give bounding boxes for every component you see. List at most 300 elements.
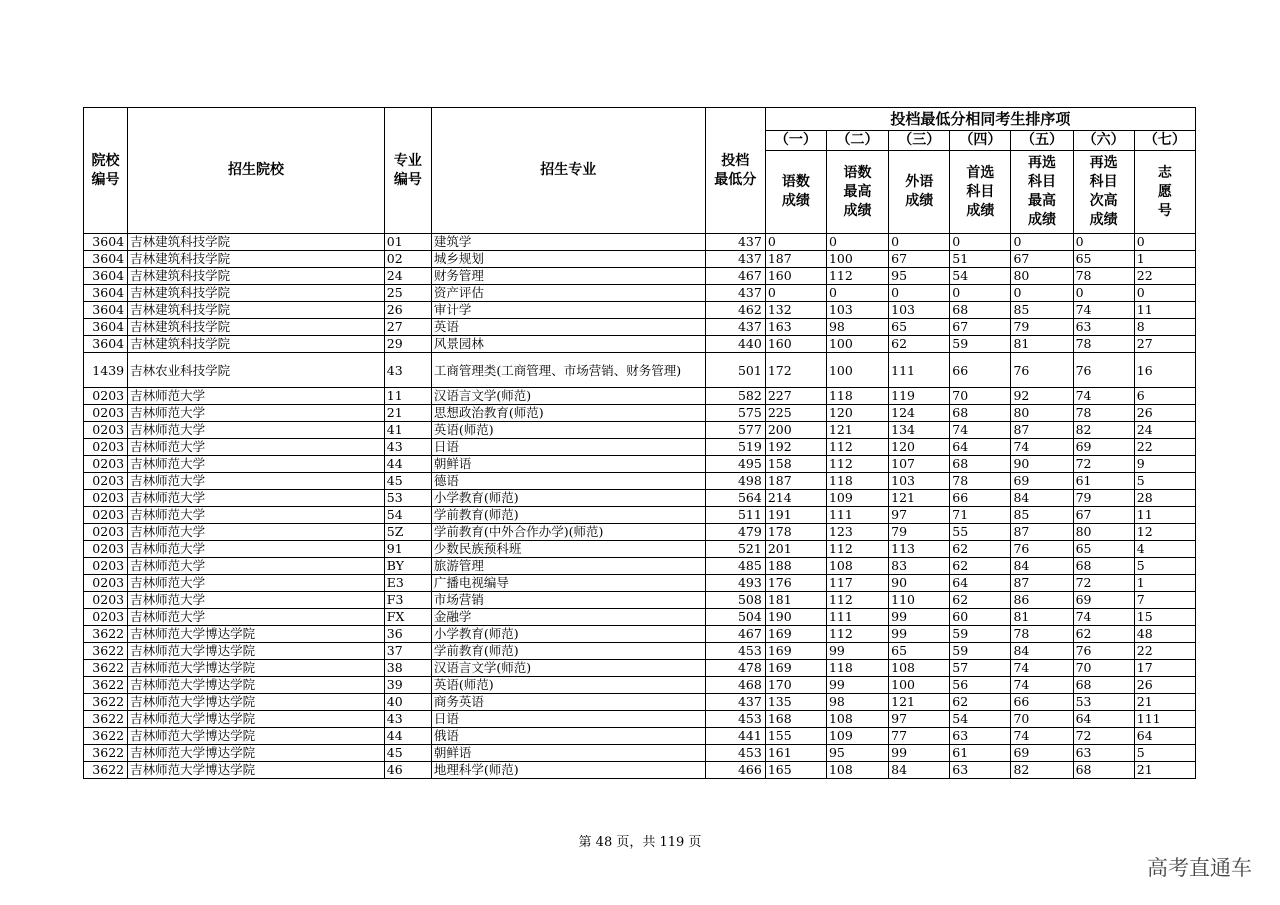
sort2-cell: 98 (826, 694, 888, 711)
sort6-cell: 67 (1073, 507, 1134, 524)
table-row (84, 677, 1196, 694)
sort1-cell: 155 (765, 728, 826, 745)
school-code-cell: 0203 (84, 575, 128, 592)
sort4-cell: 64 (950, 575, 1011, 592)
sort3-cell: 108 (889, 660, 950, 677)
header-sort-item-5: 再选 科目 最高 成绩 (1011, 151, 1073, 234)
sort4-cell: 59 (950, 336, 1011, 353)
min-score-cell: 519 (705, 439, 765, 456)
sort1-cell: 165 (765, 762, 826, 779)
min-score-cell: 504 (705, 609, 765, 626)
table-row (84, 353, 1196, 388)
sort6-cell: 63 (1073, 745, 1134, 762)
sort2-cell: 123 (826, 524, 888, 541)
table-row (84, 592, 1196, 609)
header-sort-num-4: （四） (950, 131, 1011, 151)
sort3-cell: 65 (889, 319, 950, 336)
major-name-cell: 审计学 (431, 302, 705, 319)
header-school-name: 招生院校 (128, 108, 385, 234)
school-code-cell: 0203 (84, 490, 128, 507)
school-code-cell: 3604 (84, 251, 128, 268)
school-name-cell: 吉林师范大学 (128, 456, 385, 473)
sort3-cell: 107 (889, 456, 950, 473)
major-name-cell: 金融学 (431, 609, 705, 626)
school-code-cell: 0203 (84, 609, 128, 626)
table-row (84, 575, 1196, 592)
major-code-cell: 21 (384, 405, 431, 422)
sort2-cell: 95 (826, 745, 888, 762)
sort7-cell: 22 (1134, 439, 1195, 456)
major-code-cell: 43 (384, 711, 431, 728)
sort7-cell: 24 (1134, 422, 1195, 439)
sort1-cell: 227 (765, 388, 826, 405)
sort4-cell: 68 (950, 302, 1011, 319)
sort4-cell: 56 (950, 677, 1011, 694)
header-sort-num-1: （一） (765, 131, 826, 151)
sort3-cell: 110 (889, 592, 950, 609)
major-name-cell: 风景园林 (431, 336, 705, 353)
school-name-cell: 吉林师范大学 (128, 558, 385, 575)
sort1-cell: 0 (765, 285, 826, 302)
sort3-cell: 119 (889, 388, 950, 405)
admission-score-table (83, 107, 1196, 779)
min-score-cell: 501 (705, 353, 765, 388)
table-row (84, 268, 1196, 285)
sort4-cell: 74 (950, 422, 1011, 439)
sort5-cell: 80 (1011, 405, 1073, 422)
min-score-cell: 441 (705, 728, 765, 745)
sort3-cell: 79 (889, 524, 950, 541)
header-sort-item-7: 志 愿 号 (1134, 151, 1195, 234)
sort2-cell: 112 (826, 456, 888, 473)
major-name-cell: 学前教育(师范) (431, 643, 705, 660)
sort2-cell: 108 (826, 762, 888, 779)
sort7-cell: 26 (1134, 677, 1195, 694)
table-body (84, 234, 1196, 779)
sort1-cell: 160 (765, 268, 826, 285)
major-code-cell: 11 (384, 388, 431, 405)
table-row (84, 626, 1196, 643)
header-sort-num-2: （二） (826, 131, 888, 151)
min-score-cell: 453 (705, 643, 765, 660)
sort5-cell: 0 (1011, 234, 1073, 251)
sort6-cell: 69 (1073, 592, 1134, 609)
sort1-cell: 160 (765, 336, 826, 353)
major-code-cell: 46 (384, 762, 431, 779)
school-name-cell: 吉林建筑科技学院 (128, 336, 385, 353)
sort6-cell: 79 (1073, 490, 1134, 507)
sort4-cell: 66 (950, 490, 1011, 507)
sort7-cell: 64 (1134, 728, 1195, 745)
table-row (84, 302, 1196, 319)
major-name-cell: 学前教育(师范) (431, 507, 705, 524)
school-code-cell: 0203 (84, 456, 128, 473)
sort6-cell: 61 (1073, 473, 1134, 490)
sort3-cell: 113 (889, 541, 950, 558)
sort4-cell: 70 (950, 388, 1011, 405)
sort7-cell: 26 (1134, 405, 1195, 422)
sort3-cell: 83 (889, 558, 950, 575)
min-score-cell: 437 (705, 319, 765, 336)
major-name-cell: 朝鲜语 (431, 456, 705, 473)
sort3-cell: 121 (889, 694, 950, 711)
min-score-cell: 577 (705, 422, 765, 439)
school-name-cell: 吉林建筑科技学院 (128, 268, 385, 285)
major-name-cell: 城乡规划 (431, 251, 705, 268)
sort4-cell: 62 (950, 541, 1011, 558)
major-code-cell: 36 (384, 626, 431, 643)
major-code-cell: 40 (384, 694, 431, 711)
sort3-cell: 97 (889, 507, 950, 524)
sort7-cell: 22 (1134, 643, 1195, 660)
sort5-cell: 85 (1011, 507, 1073, 524)
min-score-cell: 582 (705, 388, 765, 405)
sort6-cell: 72 (1073, 456, 1134, 473)
major-name-cell: 旅游管理 (431, 558, 705, 575)
sort6-cell: 63 (1073, 319, 1134, 336)
sort1-cell: 214 (765, 490, 826, 507)
table-row (84, 234, 1196, 251)
sort3-cell: 99 (889, 745, 950, 762)
sort2-cell: 118 (826, 660, 888, 677)
major-name-cell: 汉语言文学(师范) (431, 388, 705, 405)
sort4-cell: 0 (950, 285, 1011, 302)
sort2-cell: 112 (826, 592, 888, 609)
sort1-cell: 170 (765, 677, 826, 694)
school-code-cell: 3604 (84, 285, 128, 302)
table-row (84, 319, 1196, 336)
school-code-cell: 3622 (84, 660, 128, 677)
min-score-cell: 575 (705, 405, 765, 422)
major-code-cell: 45 (384, 473, 431, 490)
min-score-cell: 453 (705, 745, 765, 762)
major-code-cell: 41 (384, 422, 431, 439)
table-row (84, 558, 1196, 575)
school-name-cell: 吉林师范大学 (128, 541, 385, 558)
sort5-cell: 74 (1011, 660, 1073, 677)
sort2-cell: 112 (826, 541, 888, 558)
major-name-cell: 英语(师范) (431, 422, 705, 439)
sort1-cell: 200 (765, 422, 826, 439)
sort7-cell: 21 (1134, 762, 1195, 779)
major-name-cell: 学前教育(中外合作办学)(师范) (431, 524, 705, 541)
sort4-cell: 62 (950, 558, 1011, 575)
school-code-cell: 3604 (84, 302, 128, 319)
sort4-cell: 60 (950, 609, 1011, 626)
school-code-cell: 0203 (84, 524, 128, 541)
sort4-cell: 59 (950, 626, 1011, 643)
sort6-cell: 82 (1073, 422, 1134, 439)
sort3-cell: 100 (889, 677, 950, 694)
sort1-cell: 187 (765, 473, 826, 490)
sort5-cell: 84 (1011, 643, 1073, 660)
major-code-cell: 43 (384, 353, 431, 388)
major-code-cell: 26 (384, 302, 431, 319)
sort5-cell: 87 (1011, 422, 1073, 439)
major-code-cell: FX (384, 609, 431, 626)
sort2-cell: 99 (826, 677, 888, 694)
school-name-cell: 吉林师范大学博达学院 (128, 711, 385, 728)
sort7-cell: 111 (1134, 711, 1195, 728)
sort1-cell: 181 (765, 592, 826, 609)
sort4-cell: 63 (950, 762, 1011, 779)
header-sort-num-6: （六） (1073, 131, 1134, 151)
sort1-cell: 168 (765, 711, 826, 728)
school-name-cell: 吉林建筑科技学院 (128, 302, 385, 319)
table-row (84, 660, 1196, 677)
sort2-cell: 109 (826, 728, 888, 745)
min-score-cell: 437 (705, 234, 765, 251)
school-name-cell: 吉林师范大学 (128, 388, 385, 405)
min-score-cell: 453 (705, 711, 765, 728)
header-major-name: 招生专业 (431, 108, 705, 234)
school-code-cell: 0203 (84, 388, 128, 405)
sort5-cell: 81 (1011, 336, 1073, 353)
table-row (84, 609, 1196, 626)
sort2-cell: 108 (826, 711, 888, 728)
sort3-cell: 62 (889, 336, 950, 353)
major-name-cell: 资产评估 (431, 285, 705, 302)
min-score-cell: 467 (705, 626, 765, 643)
major-name-cell: 小学教育(师范) (431, 626, 705, 643)
major-code-cell: 01 (384, 234, 431, 251)
table-row (84, 711, 1196, 728)
major-name-cell: 广播电视编导 (431, 575, 705, 592)
table-row (84, 694, 1196, 711)
sort3-cell: 67 (889, 251, 950, 268)
sort7-cell: 1 (1134, 575, 1195, 592)
table-row (84, 643, 1196, 660)
sort3-cell: 99 (889, 609, 950, 626)
sort6-cell: 78 (1073, 268, 1134, 285)
sort5-cell: 84 (1011, 490, 1073, 507)
major-code-cell: E3 (384, 575, 431, 592)
school-code-cell: 0203 (84, 558, 128, 575)
school-name-cell: 吉林师范大学博达学院 (128, 660, 385, 677)
sort2-cell: 0 (826, 234, 888, 251)
sort1-cell: 169 (765, 626, 826, 643)
min-score-cell: 564 (705, 490, 765, 507)
major-name-cell: 朝鲜语 (431, 745, 705, 762)
sort6-cell: 70 (1073, 660, 1134, 677)
school-name-cell: 吉林建筑科技学院 (128, 319, 385, 336)
sort5-cell: 78 (1011, 626, 1073, 643)
sort7-cell: 4 (1134, 541, 1195, 558)
school-code-cell: 0203 (84, 541, 128, 558)
sort7-cell: 21 (1134, 694, 1195, 711)
major-code-cell: F3 (384, 592, 431, 609)
table-row (84, 541, 1196, 558)
sort7-cell: 5 (1134, 473, 1195, 490)
school-name-cell: 吉林师范大学 (128, 439, 385, 456)
school-code-cell: 3604 (84, 268, 128, 285)
major-name-cell: 英语 (431, 319, 705, 336)
major-code-cell: 29 (384, 336, 431, 353)
header-sort-item-3: 外语 成绩 (889, 151, 950, 234)
school-name-cell: 吉林师范大学 (128, 507, 385, 524)
sort3-cell: 99 (889, 626, 950, 643)
sort3-cell: 65 (889, 643, 950, 660)
sort5-cell: 69 (1011, 745, 1073, 762)
sort2-cell: 100 (826, 251, 888, 268)
table-row (84, 439, 1196, 456)
sort2-cell: 0 (826, 285, 888, 302)
major-code-cell: BY (384, 558, 431, 575)
sort1-cell: 0 (765, 234, 826, 251)
school-code-cell: 0203 (84, 507, 128, 524)
school-name-cell: 吉林师范大学 (128, 490, 385, 507)
min-score-cell: 511 (705, 507, 765, 524)
school-code-cell: 3604 (84, 319, 128, 336)
min-score-cell: 493 (705, 575, 765, 592)
table-row (84, 336, 1196, 353)
min-score-cell: 467 (705, 268, 765, 285)
sort5-cell: 0 (1011, 285, 1073, 302)
sort2-cell: 117 (826, 575, 888, 592)
sort4-cell: 66 (950, 353, 1011, 388)
table-row (84, 251, 1196, 268)
major-code-cell: 44 (384, 728, 431, 745)
school-name-cell: 吉林师范大学博达学院 (128, 728, 385, 745)
school-code-cell: 3622 (84, 711, 128, 728)
min-score-cell: 508 (705, 592, 765, 609)
major-code-cell: 38 (384, 660, 431, 677)
sort6-cell: 74 (1073, 388, 1134, 405)
major-name-cell: 工商管理类(工商管理、市场营销、财务管理) (431, 353, 705, 388)
sort4-cell: 62 (950, 592, 1011, 609)
major-name-cell: 汉语言文学(师范) (431, 660, 705, 677)
sort4-cell: 63 (950, 728, 1011, 745)
table-header (84, 108, 1196, 234)
min-score-cell: 437 (705, 694, 765, 711)
school-name-cell: 吉林师范大学博达学院 (128, 694, 385, 711)
major-name-cell: 建筑学 (431, 234, 705, 251)
table-row (84, 388, 1196, 405)
sort1-cell: 158 (765, 456, 826, 473)
sort3-cell: 84 (889, 762, 950, 779)
school-name-cell: 吉林师范大学 (128, 473, 385, 490)
school-name-cell: 吉林师范大学 (128, 592, 385, 609)
sort3-cell: 103 (889, 302, 950, 319)
sort2-cell: 103 (826, 302, 888, 319)
sort7-cell: 22 (1134, 268, 1195, 285)
sort6-cell: 74 (1073, 302, 1134, 319)
table-row (84, 490, 1196, 507)
sort7-cell: 12 (1134, 524, 1195, 541)
school-name-cell: 吉林师范大学 (128, 609, 385, 626)
sort3-cell: 0 (889, 285, 950, 302)
sort4-cell: 0 (950, 234, 1011, 251)
min-score-cell: 468 (705, 677, 765, 694)
sort3-cell: 111 (889, 353, 950, 388)
school-name-cell: 吉林师范大学 (128, 422, 385, 439)
school-name-cell: 吉林建筑科技学院 (128, 251, 385, 268)
min-score-cell: 478 (705, 660, 765, 677)
sort6-cell: 0 (1073, 285, 1134, 302)
major-name-cell: 思想政治教育(师范) (431, 405, 705, 422)
sort3-cell: 90 (889, 575, 950, 592)
sort3-cell: 103 (889, 473, 950, 490)
min-score-cell: 495 (705, 456, 765, 473)
sort5-cell: 79 (1011, 319, 1073, 336)
sort4-cell: 59 (950, 643, 1011, 660)
sort4-cell: 68 (950, 405, 1011, 422)
school-code-cell: 0203 (84, 405, 128, 422)
sort6-cell: 65 (1073, 541, 1134, 558)
major-name-cell: 小学教育(师范) (431, 490, 705, 507)
sort1-cell: 225 (765, 405, 826, 422)
school-code-cell: 3604 (84, 234, 128, 251)
sort6-cell: 0 (1073, 234, 1134, 251)
min-score-cell: 437 (705, 251, 765, 268)
sort4-cell: 54 (950, 711, 1011, 728)
sort1-cell: 172 (765, 353, 826, 388)
sort6-cell: 53 (1073, 694, 1134, 711)
sort6-cell: 78 (1073, 336, 1134, 353)
sort7-cell: 9 (1134, 456, 1195, 473)
sort4-cell: 55 (950, 524, 1011, 541)
sort7-cell: 11 (1134, 507, 1195, 524)
sort2-cell: 112 (826, 268, 888, 285)
school-code-cell: 3622 (84, 762, 128, 779)
school-code-cell: 3622 (84, 626, 128, 643)
sort4-cell: 62 (950, 694, 1011, 711)
sort2-cell: 120 (826, 405, 888, 422)
school-name-cell: 吉林师范大学博达学院 (128, 677, 385, 694)
sort5-cell: 90 (1011, 456, 1073, 473)
major-name-cell: 英语(师范) (431, 677, 705, 694)
sort6-cell: 65 (1073, 251, 1134, 268)
header-major-code: 专业 编号 (384, 108, 431, 234)
major-code-cell: 44 (384, 456, 431, 473)
sort1-cell: 161 (765, 745, 826, 762)
sort5-cell: 92 (1011, 388, 1073, 405)
table-row (84, 524, 1196, 541)
header-school-code: 院校 编号 (84, 108, 128, 234)
sort6-cell: 62 (1073, 626, 1134, 643)
major-name-cell: 少数民族预科班 (431, 541, 705, 558)
sort1-cell: 201 (765, 541, 826, 558)
sort5-cell: 87 (1011, 524, 1073, 541)
sort5-cell: 86 (1011, 592, 1073, 609)
min-score-cell: 521 (705, 541, 765, 558)
major-name-cell: 市场营销 (431, 592, 705, 609)
school-name-cell: 吉林师范大学 (128, 405, 385, 422)
header-sort-item-4: 首选 科目 成绩 (950, 151, 1011, 234)
school-code-cell: 3622 (84, 643, 128, 660)
sort1-cell: 176 (765, 575, 826, 592)
major-code-cell: 37 (384, 643, 431, 660)
sort2-cell: 121 (826, 422, 888, 439)
sort7-cell: 7 (1134, 592, 1195, 609)
sort4-cell: 61 (950, 745, 1011, 762)
sort1-cell: 178 (765, 524, 826, 541)
header-sort-item-1: 语数 成绩 (765, 151, 826, 234)
sort6-cell: 68 (1073, 677, 1134, 694)
sort4-cell: 64 (950, 439, 1011, 456)
sort5-cell: 66 (1011, 694, 1073, 711)
major-code-cell: 91 (384, 541, 431, 558)
major-code-cell: 39 (384, 677, 431, 694)
sort3-cell: 95 (889, 268, 950, 285)
min-score-cell: 440 (705, 336, 765, 353)
sort5-cell: 82 (1011, 762, 1073, 779)
sort4-cell: 71 (950, 507, 1011, 524)
page-footer: 第 48 页，共 119 页 (578, 835, 702, 850)
sort6-cell: 74 (1073, 609, 1134, 626)
sort4-cell: 68 (950, 456, 1011, 473)
sort5-cell: 87 (1011, 575, 1073, 592)
